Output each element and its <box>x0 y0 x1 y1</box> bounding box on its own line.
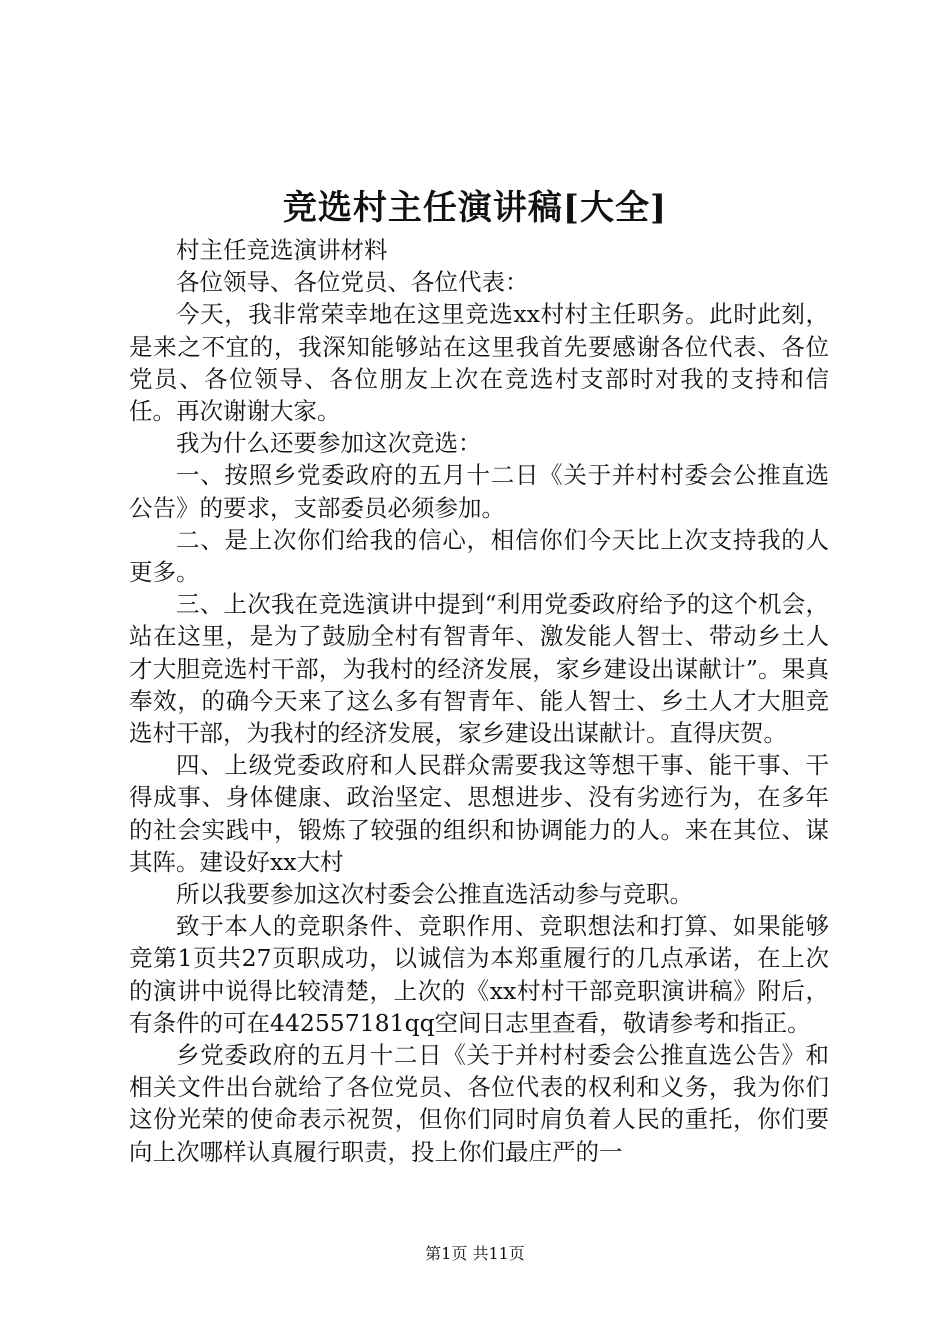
paragraph: 所以我要参加这次村委会公推直选活动参与竞职。 <box>176 880 693 909</box>
page-footer: 第1页 共11页 <box>425 1244 525 1263</box>
paragraph: 四、上级党委政府和人民群众需要我这等想干事、能干事、干得成事、身体健康、政治坚定、思想进步、没有劣迹行为，在多年的社会实践中，锻炼了较强的组织和协调能力的人。来在其位、谋其阵。建设好xx大村 <box>129 751 829 876</box>
paragraph: 今天，我非常荣幸地在这里竞选xx村村主任职务。此时此刻，是来之不宜的，我深知能够站在这里我首先要感谢各位代表、各位党员、各位领导、各位朋友上次在竞选村支部时对我的支持和信任。再次谢谢大家。 <box>129 300 829 426</box>
paragraph: 各位领导、各位党员、各位代表： <box>176 268 529 297</box>
paragraph: 一、按照乡党委政府的五月十二日《关于并村村委会公推直选公告》的要求，支部委员必须参加。 <box>129 461 829 522</box>
paragraph: 致于本人的竞职条件、竞职作用、竞职想法和打算、如果能够竞第1页共27页职成功，以诚信为本郑重履行的几点承诺，在上次的演讲中说得比较清楚，上次的《xx村村干部竞职演讲稿》附后，有条件的可在442557181qq空间日志里查看，敬请参考和指正。 <box>129 912 829 1037</box>
paragraph: 村主任竞选演讲材料 <box>176 236 388 264</box>
document-title: 竞选村主任演讲稿[大全] <box>282 188 668 228</box>
document-body <box>129 234 829 1168</box>
paragraph: 乡党委政府的五月十二日《关于并村村委会公推直选公告》和相关文件出台就给了各位党员、各位代表的权利和义务，我为你们这份光荣的使命表示祝贺，但你们同时肩负着人民的重托，你们要向上次哪样认真履行职责，投上你们最庄严的一 <box>129 1041 829 1166</box>
paragraph: 我为什么还要参加这次竞选： <box>176 429 482 458</box>
paragraph: 二、是上次你们给我的信心，相信你们今天比上次支持我的人更多。 <box>129 525 829 587</box>
paragraph: 三、上次我在竞选演讲中提到“利用党委政府给予的这个机会，站在这里，是为了鼓励全村有智青年、激发能人智士、带动乡土人才大胆竞选村干部，为我村的经济发展，家乡建设出谋献计”。果真奉效，的确今天来了这么多有智青年、能人智士、乡土人才大胆竞选村干部，为我村的经济发展，家乡建设出谋献计。直得庆贺。 <box>129 590 829 748</box>
